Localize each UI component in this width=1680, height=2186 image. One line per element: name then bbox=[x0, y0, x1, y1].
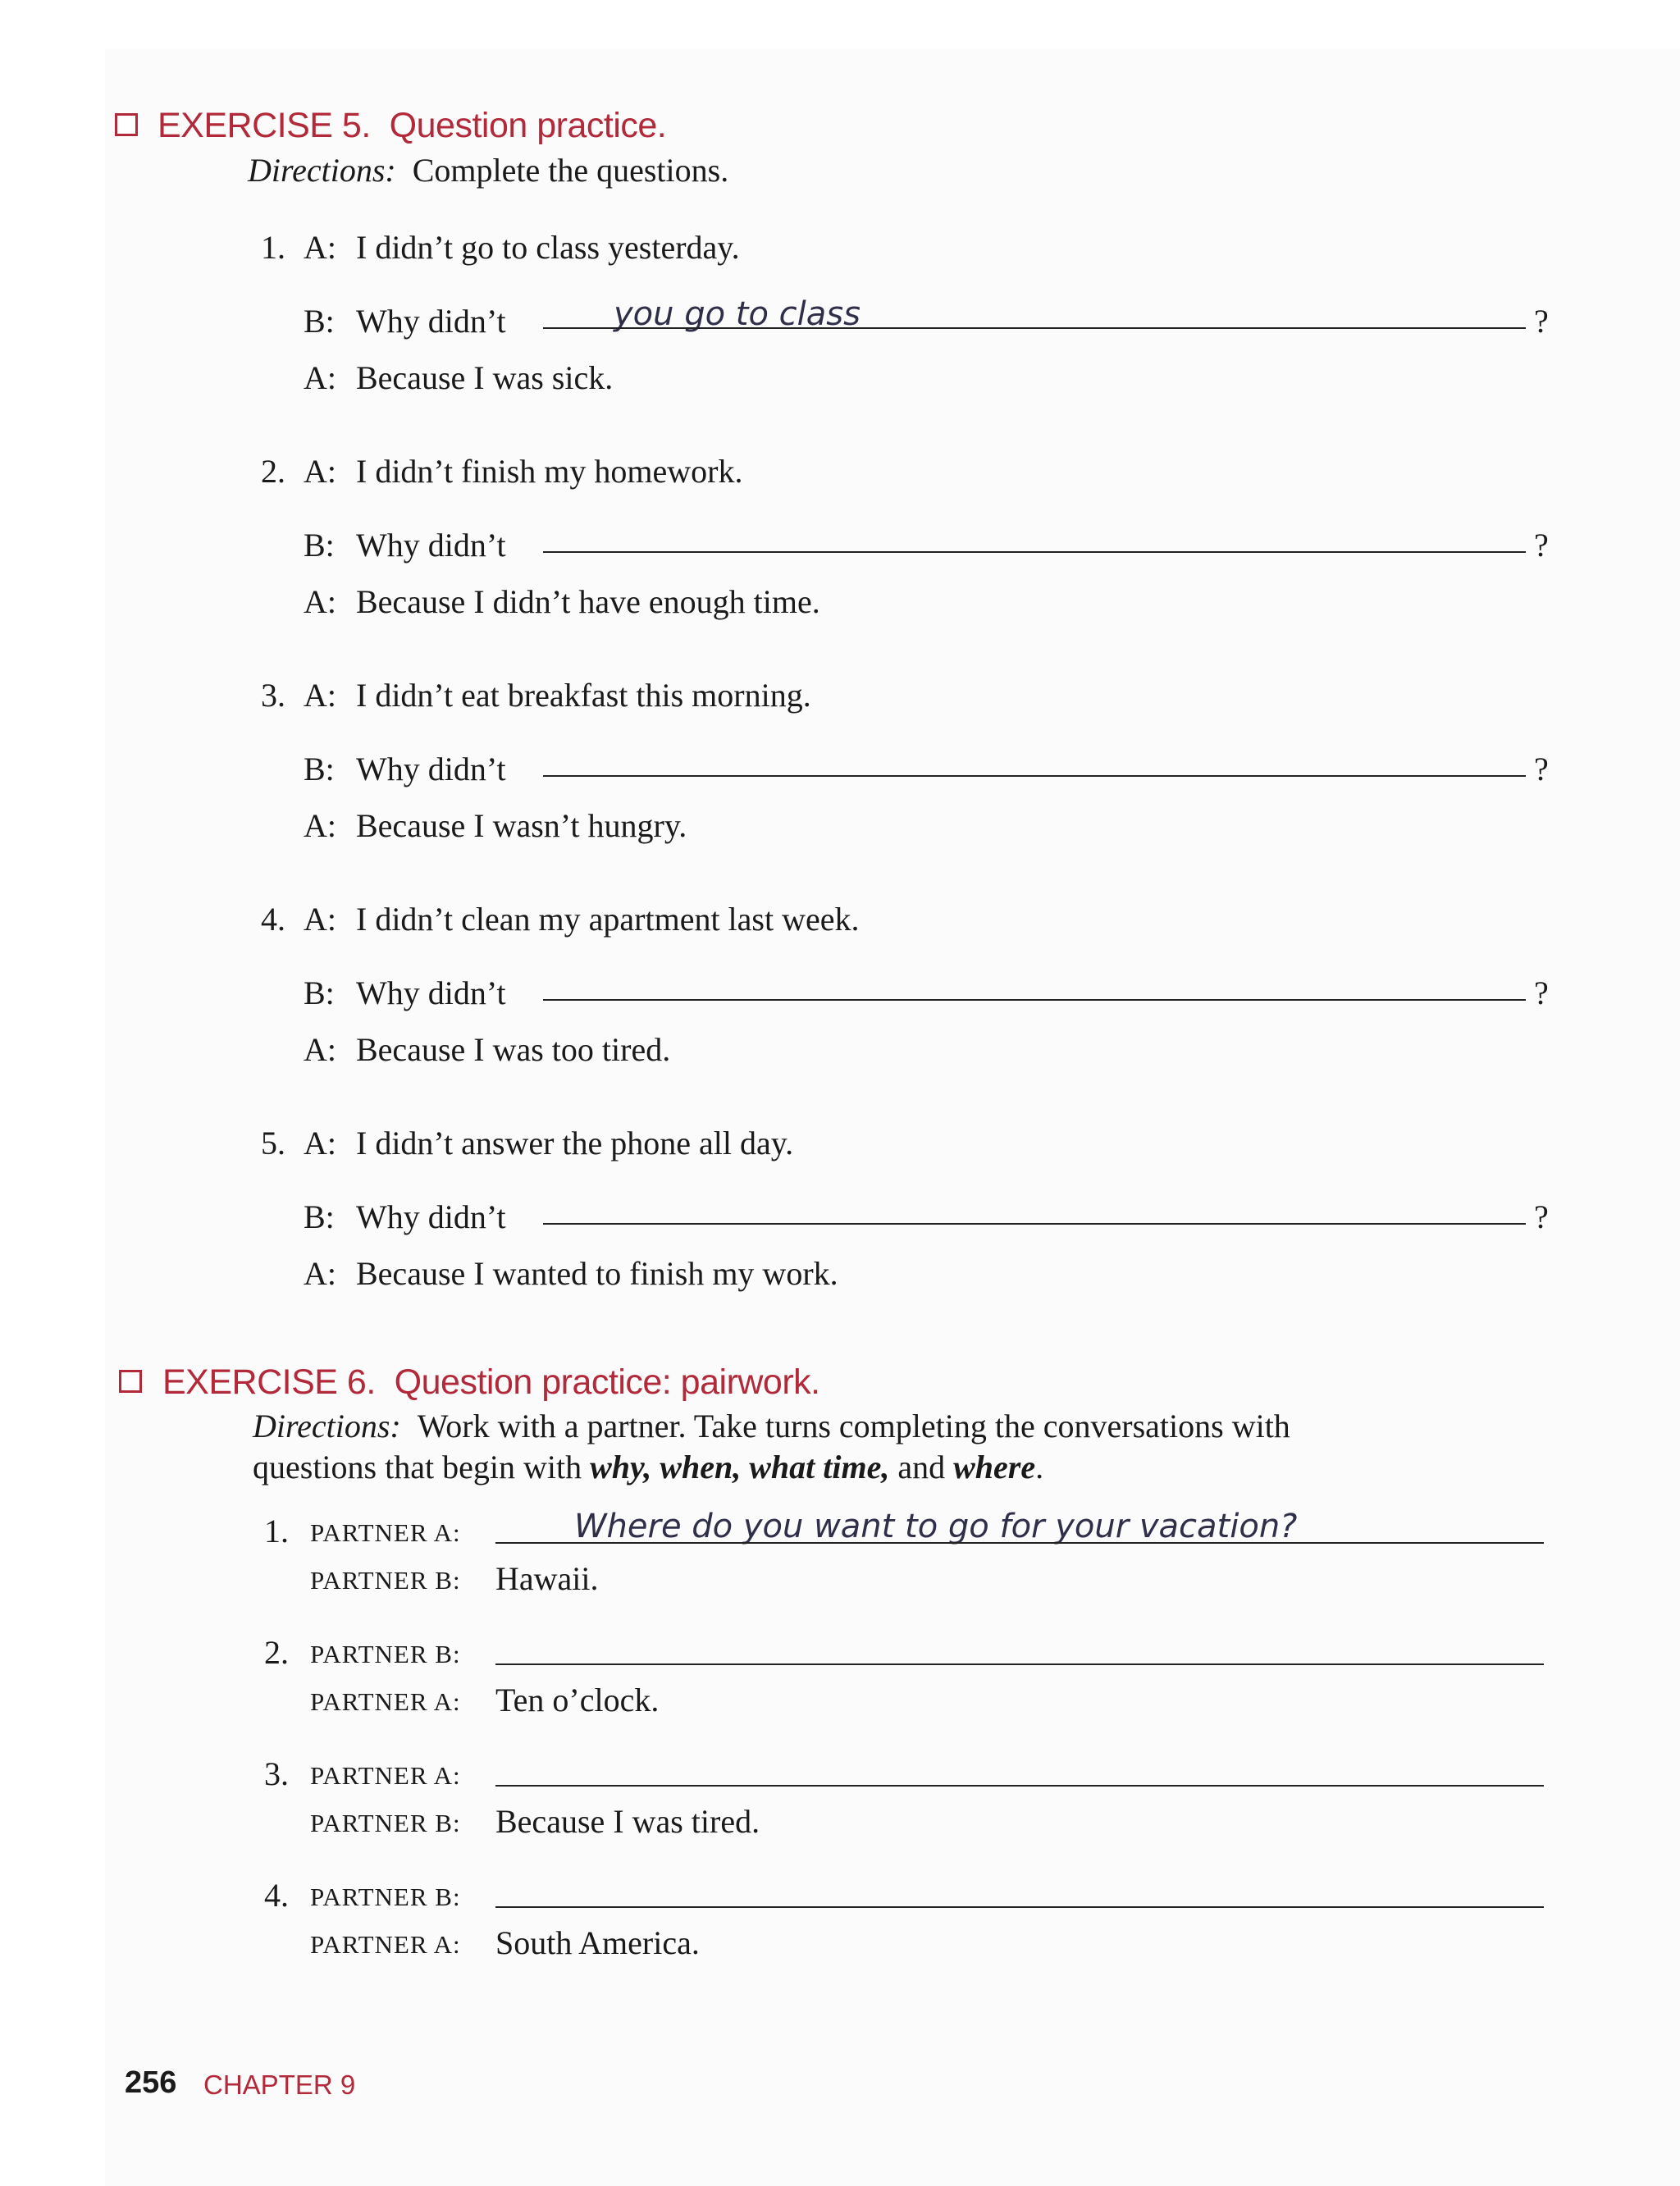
speaker-a-reply: Because I wasn’t hungry. bbox=[356, 807, 687, 844]
answer-line[interactable] bbox=[495, 1785, 1544, 1787]
speaker-b-label: B: bbox=[304, 751, 335, 787]
partner-label: PARTNER B: bbox=[310, 1809, 461, 1837]
speaker-a-reply: Because I didn’t have enough time. bbox=[356, 583, 820, 620]
question-mark: ? bbox=[1534, 751, 1549, 787]
speaker-a-text: I didn’t go to class yesterday. bbox=[356, 229, 740, 266]
speaker-a-label: A: bbox=[304, 453, 336, 490]
directions-period: . bbox=[1035, 1449, 1044, 1485]
partner-label: PARTNER A: bbox=[310, 1761, 461, 1790]
speaker-a-text: I didn’t eat breakfast this morning. bbox=[356, 677, 811, 714]
partner-reply: Hawaii. bbox=[495, 1560, 599, 1597]
directions-line-1 bbox=[253, 1406, 1290, 1447]
item-number: 1. bbox=[261, 229, 285, 266]
exercise-6-number: EXERCISE 6. bbox=[162, 1362, 376, 1402]
answer-line[interactable] bbox=[495, 1906, 1544, 1908]
partner-reply: Because I was tired. bbox=[495, 1803, 760, 1840]
partner-label: PARTNER B: bbox=[310, 1566, 461, 1595]
partner-label: PARTNER A: bbox=[310, 1687, 461, 1716]
speaker-a-label: A: bbox=[304, 807, 336, 844]
exercise-6-title: Question practice: pairwork. bbox=[394, 1362, 820, 1402]
directions-label: Directions: bbox=[248, 152, 396, 189]
answer-line[interactable] bbox=[543, 999, 1526, 1001]
item-number: 1. bbox=[264, 1513, 289, 1549]
speaker-b-label: B: bbox=[304, 974, 335, 1011]
answer-line[interactable] bbox=[495, 1663, 1544, 1665]
directions-label: Directions: bbox=[253, 1408, 401, 1444]
question-mark: ? bbox=[1534, 974, 1549, 1011]
answer-line[interactable] bbox=[543, 327, 1526, 329]
speaker-a-label: A: bbox=[304, 229, 336, 266]
page-number: 256 bbox=[125, 2065, 177, 2100]
partner-reply: South America. bbox=[495, 1924, 700, 1961]
item-number: 2. bbox=[264, 1634, 289, 1671]
answer-line[interactable] bbox=[543, 551, 1526, 553]
exercise-6-heading bbox=[162, 1362, 820, 1402]
directions-line-2 bbox=[253, 1447, 1290, 1488]
answer-line[interactable] bbox=[543, 775, 1526, 777]
partner-label: PARTNER A: bbox=[310, 1518, 461, 1547]
directions-text: questions that begin with bbox=[253, 1449, 582, 1485]
speaker-a-reply: Because I wanted to finish my work. bbox=[356, 1255, 838, 1292]
partner-reply: Ten o’clock. bbox=[495, 1682, 660, 1718]
item-number: 4. bbox=[264, 1877, 289, 1914]
item-number: 3. bbox=[264, 1755, 289, 1792]
speaker-b-text: Why didn’t bbox=[356, 527, 506, 564]
chapter-label: CHAPTER 9 bbox=[203, 2070, 356, 2100]
directions-text: Work with a partner. Take turns completing the conversations with bbox=[417, 1408, 1290, 1444]
answer-line[interactable] bbox=[495, 1542, 1544, 1544]
keyword-what-time: what time, bbox=[749, 1449, 890, 1485]
speaker-b-label: B: bbox=[304, 527, 335, 564]
speaker-a-label: A: bbox=[304, 677, 336, 714]
speaker-a-label: A: bbox=[304, 1255, 336, 1292]
partner-label: PARTNER A: bbox=[310, 1930, 461, 1959]
answer-line[interactable] bbox=[543, 1223, 1526, 1225]
speaker-a-text: I didn’t answer the phone all day. bbox=[356, 1125, 794, 1161]
speaker-b-text: Why didn’t bbox=[356, 751, 506, 787]
speaker-a-label: A: bbox=[304, 1031, 336, 1068]
speaker-a-label: A: bbox=[304, 359, 336, 396]
speaker-b-label: B: bbox=[304, 303, 335, 340]
exercise-5-heading bbox=[158, 108, 666, 144]
exercise-5-title: Question practice. bbox=[389, 106, 667, 145]
speaker-a-label: A: bbox=[304, 1125, 336, 1161]
item-number: 3. bbox=[261, 677, 285, 714]
exercise-5-directions bbox=[248, 150, 728, 191]
item-number: 2. bbox=[261, 453, 285, 490]
speaker-a-reply: Because I was sick. bbox=[356, 359, 614, 396]
keyword-when: when, bbox=[660, 1449, 742, 1485]
item-number: 4. bbox=[261, 901, 285, 938]
speaker-a-text: I didn’t finish my homework. bbox=[356, 453, 743, 490]
speaker-b-text: Why didn’t bbox=[356, 974, 506, 1011]
question-mark: ? bbox=[1534, 303, 1549, 340]
speaker-a-label: A: bbox=[304, 901, 336, 938]
exercise-6-directions bbox=[253, 1406, 1290, 1488]
keyword-why: why, bbox=[590, 1449, 652, 1485]
item-number: 5. bbox=[261, 1125, 285, 1161]
partner-label: PARTNER B: bbox=[310, 1640, 461, 1668]
speaker-a-reply: Because I was too tired. bbox=[356, 1031, 671, 1068]
question-mark: ? bbox=[1534, 527, 1549, 564]
handwritten-answer: you go to class bbox=[614, 295, 861, 333]
exercise-5-checkbox[interactable] bbox=[115, 113, 138, 136]
speaker-b-label: B: bbox=[304, 1198, 335, 1235]
speaker-b-text: Why didn’t bbox=[356, 1198, 506, 1235]
question-mark: ? bbox=[1534, 1198, 1549, 1235]
speaker-a-label: A: bbox=[304, 583, 336, 620]
exercise-6-checkbox[interactable] bbox=[119, 1370, 142, 1393]
directions-text: Complete the questions. bbox=[412, 152, 729, 189]
handwritten-answer: Where do you want to go for your vacation? bbox=[574, 1508, 1298, 1545]
partner-label: PARTNER B: bbox=[310, 1883, 461, 1911]
speaker-a-text: I didn’t clean my apartment last week. bbox=[356, 901, 860, 938]
speaker-b-text: Why didn’t bbox=[356, 303, 506, 340]
keyword-where: where bbox=[953, 1449, 1036, 1485]
page-background bbox=[105, 49, 1680, 2186]
exercise-5-number: EXERCISE 5. bbox=[158, 106, 371, 145]
directions-text: and bbox=[897, 1449, 946, 1485]
